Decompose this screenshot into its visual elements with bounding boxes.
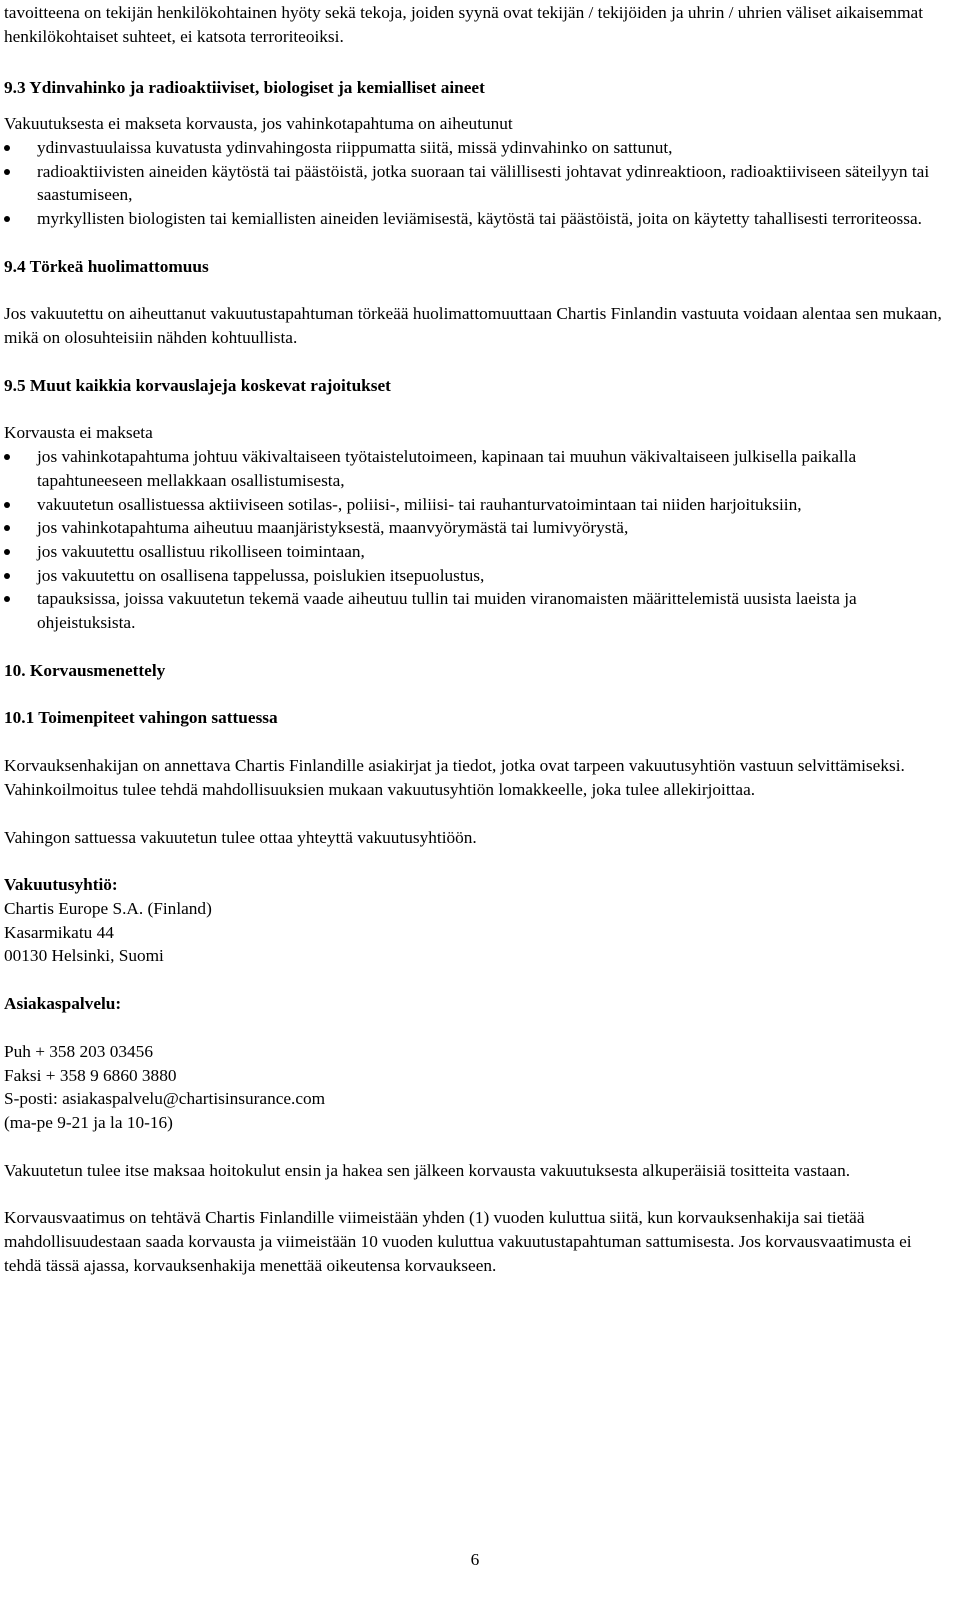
bullet-icon bbox=[4, 454, 10, 460]
list-item: jos vakuutettu on osallisena tappelussa, poislukien itsepuolustus, bbox=[4, 564, 944, 588]
page-number: 6 bbox=[470, 1550, 480, 1569]
section-10-1-heading: 10.1 Toimenpiteet vahingon sattuessa bbox=[4, 708, 278, 728]
bullet-icon bbox=[4, 596, 10, 602]
service-label: Asiakaspalvelu: bbox=[4, 994, 122, 1014]
section-9-5-lead: Korvausta ei makseta bbox=[4, 423, 153, 443]
bullet-icon bbox=[4, 549, 10, 555]
list-item: jos vakuutettu osallistuu rikolliseen toimintaan, bbox=[4, 540, 944, 564]
closing-paragraph-2: Korvausvaatimus on tehtävä Chartis Finlandille viimeistään yhden (1) vuoden kuluttua siitä, kun korvauksenhakija sai tietää mahdollisuudestaan saada korvausta ja viimeistään 10 vuoden kuluttua vakuutustapahtuman sattumisesta. Jos korvausvaatimusta ei tehdä tässä ajassa, korvauksenhakija menettää oikeutensa korvaukseen. bbox=[4, 1208, 912, 1275]
list-item: jos vahinkotapahtuma johtuu väkivaltaiseen työtaistelutoimeen, kapinaan tai muuhun väkivaltaiseen julkisella paikalla tapahtuneeseen mellakkaan osallistumisesta, bbox=[4, 445, 944, 492]
service-phone: Puh + 358 203 03456 bbox=[4, 1041, 153, 1061]
section-9-5-heading: 9.5 Muut kaikkia korvauslajeja koskevat rajoitukset bbox=[4, 375, 391, 395]
section-10-heading: 10. Korvausmenettely bbox=[4, 660, 166, 680]
list-item: myrkyllisten biologisten tai kemiallisten aineiden leviämisestä, käytöstä tai päästöistä, joita on käytetty tahallisesti terroriteossa. bbox=[4, 207, 944, 231]
section-9-4-heading: 9.4 Törkeä huolimattomuus bbox=[4, 256, 209, 276]
service-email: S-posti: asiakaspalvelu@chartisinsurance.com bbox=[4, 1089, 326, 1109]
service-fax: Faksi + 358 9 6860 3880 bbox=[4, 1065, 177, 1085]
insurer-city: 00130 Helsinki, Suomi bbox=[4, 946, 164, 966]
bullet-icon bbox=[4, 216, 10, 222]
list-item: ydinvastuulaissa kuvatusta ydinvahingosta riippumatta siitä, missä ydinvahinko on sattunut, bbox=[4, 136, 944, 160]
bullet-icon bbox=[4, 169, 10, 175]
document-page bbox=[4, 0, 944, 1277]
section-9-3-lead: Vakuutuksesta ei makseta korvausta, jos vahinkotapahtuma on aiheutunut bbox=[4, 114, 513, 134]
section-9-5-list bbox=[4, 445, 944, 635]
intro-paragraph: tavoitteena on tekijän henkilökohtainen hyöty sekä tekoja, joiden syynä ovat tekijän / tekijöiden ja uhrin / uhrien väliset aikaisemmat henkilökohtaiset suhteet, ei katsota terroriteoiksi. bbox=[4, 3, 924, 46]
bullet-icon bbox=[4, 525, 10, 531]
section-9-3-list bbox=[4, 136, 944, 231]
list-item: jos vahinkotapahtuma aiheutuu maanjäristyksestä, maanvyörymästä tai lumivyörystä, bbox=[4, 516, 944, 540]
insurer-street: Kasarmikatu 44 bbox=[4, 922, 114, 942]
section-10-1-paragraph-2: Vahingon sattuessa vakuutetun tulee ottaa yhteyttä vakuutusyhtiöön. bbox=[4, 827, 477, 847]
list-item: vakuutetun osallistuessa aktiiviseen sotilas-, poliisi-, miliisi- tai rauhanturvatoimintaan tai niiden harjoituksiin, bbox=[4, 493, 944, 517]
list-item: radioaktiivisten aineiden käytöstä tai päästöistä, jotka suoraan tai välillisesti johtavat ydinreaktioon, radioaktiiviseen säteilyyn tai saastumiseen, bbox=[4, 160, 944, 207]
closing-paragraph-1: Vakuutetun tulee itse maksaa hoitokulut ensin ja hakea sen jälkeen korvausta vakuutuksesta alkuperäisiä tositteita vastaan. bbox=[4, 1160, 851, 1180]
list-item: tapauksissa, joissa vakuutetun tekemä vaade aiheutuu tullin tai muiden viranomaisten määrittelemistä uusista laeista ja ohjeistuksista. bbox=[4, 587, 944, 634]
bullet-icon bbox=[4, 573, 10, 579]
section-9-3-heading: 9.3 Ydinvahinko ja radioaktiiviset, biologiset ja kemialliset aineet bbox=[4, 78, 485, 98]
section-10-1-paragraph-1: Korvauksenhakijan on annettava Chartis Finlandille asiakirjat ja tiedot, jotka ovat tarpeen vakuutusyhtiön vastuun selvittämiseksi. Vahinkoilmoitus tulee tehdä mahdollisuuksien mukaan vakuutusyhtiön lomakkeelle, joka tulee allekirjoittaa. bbox=[4, 756, 905, 799]
service-hours: (ma-pe 9-21 ja la 10-16) bbox=[4, 1112, 173, 1132]
insurer-name: Chartis Europe S.A. (Finland) bbox=[4, 898, 212, 918]
section-9-4-text: Jos vakuutettu on aiheuttanut vakuutustapahtuman törkeää huolimattomuuttaan Chartis Finlandin vastuuta voidaan alentaa sen mukaan, mikä on olosuhteisiin nähden kohtuullista. bbox=[4, 304, 942, 348]
bullet-icon bbox=[4, 502, 10, 508]
bullet-icon bbox=[4, 145, 10, 151]
insurer-label: Vakuutusyhtiö: bbox=[4, 875, 118, 895]
